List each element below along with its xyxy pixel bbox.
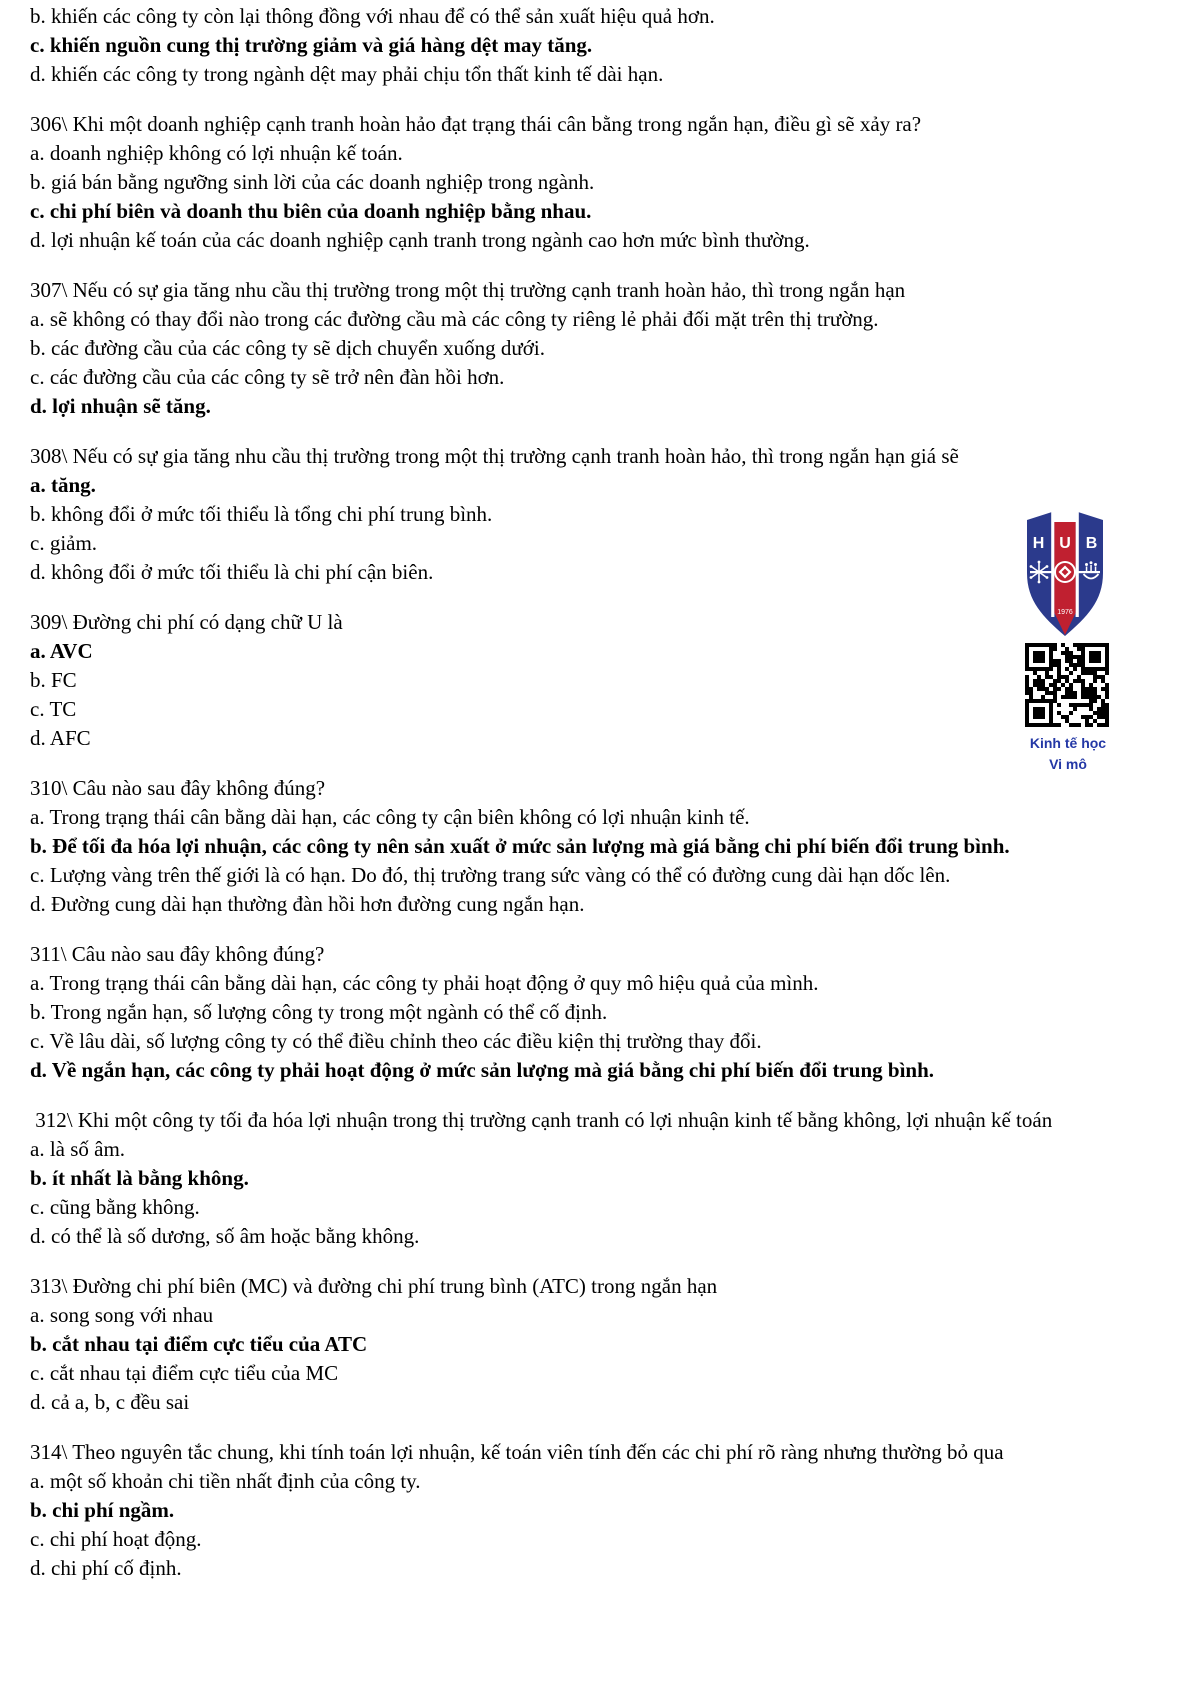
question-306-option-c: c. chi phí biên và doanh thu biên của doanh nghiệp bằng nhau. <box>30 199 592 223</box>
question-308-text: 308\ Nếu có sự gia tăng nhu cầu thị trường trong một thị trường cạnh tranh hoàn hảo, thì trong ngắn hạn giá sẽ <box>30 444 959 468</box>
quiz-document <box>30 2 1130 1583</box>
question-314-option-a: a. một số khoản chi tiền nhất định của công ty. <box>30 1469 421 1493</box>
question-313-option-a: a. song song với nhau <box>30 1303 214 1327</box>
question-309-text: 309\ Đường chi phí có dạng chữ U là <box>30 610 343 634</box>
question-308-option-b: b. không đổi ở mức tối thiểu là tổng chi phí trung bình. <box>30 502 493 526</box>
question-313-option-d: d. cả a, b, c đều sai <box>30 1390 190 1414</box>
question-306-option-b: b. giá bán bằng ngưỡng sinh lời của các doanh nghiệp trong ngành. <box>30 170 595 194</box>
question-310-option-b: b. Để tối đa hóa lợi nhuận, các công ty nên sản xuất ở mức sản lượng mà giá bằng chi phí biến đổi trung bình. <box>30 834 1010 858</box>
carryover-option-c: c. khiến nguồn cung thị trường giảm và giá hàng dệt may tăng. <box>30 33 593 57</box>
question-313-text: 313\ Đường chi phí biên (MC) và đường chi phí trung bình (ATC) trong ngắn hạn <box>30 1274 718 1298</box>
carryover-option-d: d. khiến các công ty trong ngành dệt may phải chịu tổn thất kinh tế dài hạn. <box>30 62 664 86</box>
question-309-option-c: c. TC <box>30 697 77 721</box>
question-314-text: 314\ Theo nguyên tắc chung, khi tính toán lợi nhuận, kế toán viên tính đến các chi phí rõ ràng nhưng thường bỏ qua <box>30 1440 1004 1464</box>
qr-caption-line1: Kinh tế học <box>1029 735 1107 751</box>
svg-text:U: U <box>1059 535 1071 552</box>
question-306-text: 306\ Khi một doanh nghiệp cạnh tranh hoàn hảo đạt trạng thái cân bằng trong ngắn hạn, điều gì sẽ xảy ra? <box>30 112 922 136</box>
question-312-option-a: a. là số âm. <box>30 1137 126 1161</box>
question-311-option-c: c. Về lâu dài, số lượng công ty có thể điều chỉnh theo các điều kiện thị trường thay đổi. <box>30 1029 762 1053</box>
question-308-option-a: a. tăng. <box>30 473 96 497</box>
question-308-option-d: d. không đổi ở mức tối thiểu là chi phí cận biên. <box>30 560 434 584</box>
question-307-option-b: b. các đường cầu của các công ty sẽ dịch chuyển xuống dưới. <box>30 336 545 360</box>
question-309-option-a: a. AVC <box>30 639 93 663</box>
question-307-text: 307\ Nếu có sự gia tăng nhu cầu thị trường trong một thị trường cạnh tranh hoàn hảo, thì trong ngắn hạn <box>30 278 906 302</box>
question-311 <box>30 940 1130 1085</box>
question-314-option-d: d. chi phí cố định. <box>30 1556 182 1580</box>
question-311-option-b: b. Trong ngắn hạn, số lượng công ty trong một ngành có thể cố định. <box>30 1000 608 1024</box>
question-307-option-a: a. sẽ không có thay đổi nào trong các đường cầu mà các công ty riêng lẻ phải đối mặt trên thị trường. <box>30 307 879 331</box>
qr-caption <box>1018 733 1118 775</box>
question-307-option-c: c. các đường cầu của các công ty sẽ trở nên đàn hồi hơn. <box>30 365 505 389</box>
question-307 <box>30 276 1130 421</box>
question-306-option-d: d. lợi nhuận kế toán của các doanh nghiệp cạnh tranh trong ngành cao hơn mức bình thường. <box>30 228 810 252</box>
qr-caption-line2: Vi mô <box>1049 756 1087 772</box>
question-310-text: 310\ Câu nào sau đây không đúng? <box>30 776 326 800</box>
question-310 <box>30 774 1130 919</box>
carryover-options <box>30 2 1130 89</box>
question-314-option-b: b. chi phí ngầm. <box>30 1498 175 1522</box>
question-313-option-b: b. cắt nhau tại điểm cực tiểu của ATC <box>30 1332 368 1356</box>
shield-icon <box>1022 507 1108 639</box>
question-312-text: 312\ Khi một công ty tối đa hóa lợi nhuận trong thị trường cạnh tranh có lợi nhuận kinh tế bằng không, lợi nhuận kế toán <box>30 1108 1053 1132</box>
question-311-option-a: a. Trong trạng thái cân bằng dài hạn, các công ty phải hoạt động ở quy mô hiệu quả của mình. <box>30 971 819 995</box>
svg-text:1976: 1976 <box>1057 609 1073 616</box>
question-310-option-a: a. Trong trạng thái cân bằng dài hạn, các công ty cận biên không có lợi nhuận kinh tế. <box>30 805 750 829</box>
question-314 <box>30 1438 1130 1583</box>
question-312 <box>30 1106 1130 1251</box>
svg-text:B: B <box>1085 535 1098 552</box>
question-312-option-c: c. cũng bằng không. <box>30 1195 200 1219</box>
question-309-option-b: b. FC <box>30 668 77 692</box>
question-311-text: 311\ Câu nào sau đây không đúng? <box>30 942 325 966</box>
question-308 <box>30 442 1130 587</box>
question-306 <box>30 110 1130 255</box>
svg-text:H: H <box>1032 535 1045 552</box>
question-308-option-c: c. giảm. <box>30 531 98 555</box>
question-306-option-a: a. doanh nghiệp không có lợi nhuận kế toán. <box>30 141 403 165</box>
hub-university-logo <box>1022 507 1108 639</box>
question-309-option-d: d. AFC <box>30 726 91 750</box>
question-311-option-d: d. Về ngắn hạn, các công ty phải hoạt động ở mức sản lượng mà giá bằng chi phí biến đổi trung bình. <box>30 1058 935 1082</box>
qr-code <box>1022 640 1112 730</box>
question-310-option-c: c. Lượng vàng trên thế giới là có hạn. Do đó, thị trường trang sức vàng có thể có đường cung dài hạn dốc lên. <box>30 863 951 887</box>
question-312-option-b: b. ít nhất là bằng không. <box>30 1166 249 1190</box>
question-313-option-c: c. cắt nhau tại điểm cực tiểu của MC <box>30 1361 339 1385</box>
question-307-option-d: d. lợi nhuận sẽ tăng. <box>30 394 211 418</box>
question-309 <box>30 608 1130 753</box>
question-314-option-c: c. chi phí hoạt động. <box>30 1527 202 1551</box>
question-312-option-d: d. có thể là số dương, số âm hoặc bằng không. <box>30 1224 420 1248</box>
question-310-option-d: d. Đường cung dài hạn thường đàn hồi hơn đường cung ngắn hạn. <box>30 892 585 916</box>
question-313 <box>30 1272 1130 1417</box>
carryover-option-b: b. khiến các công ty còn lại thông đồng với nhau để có thể sản xuất hiệu quả hơn. <box>30 4 715 28</box>
